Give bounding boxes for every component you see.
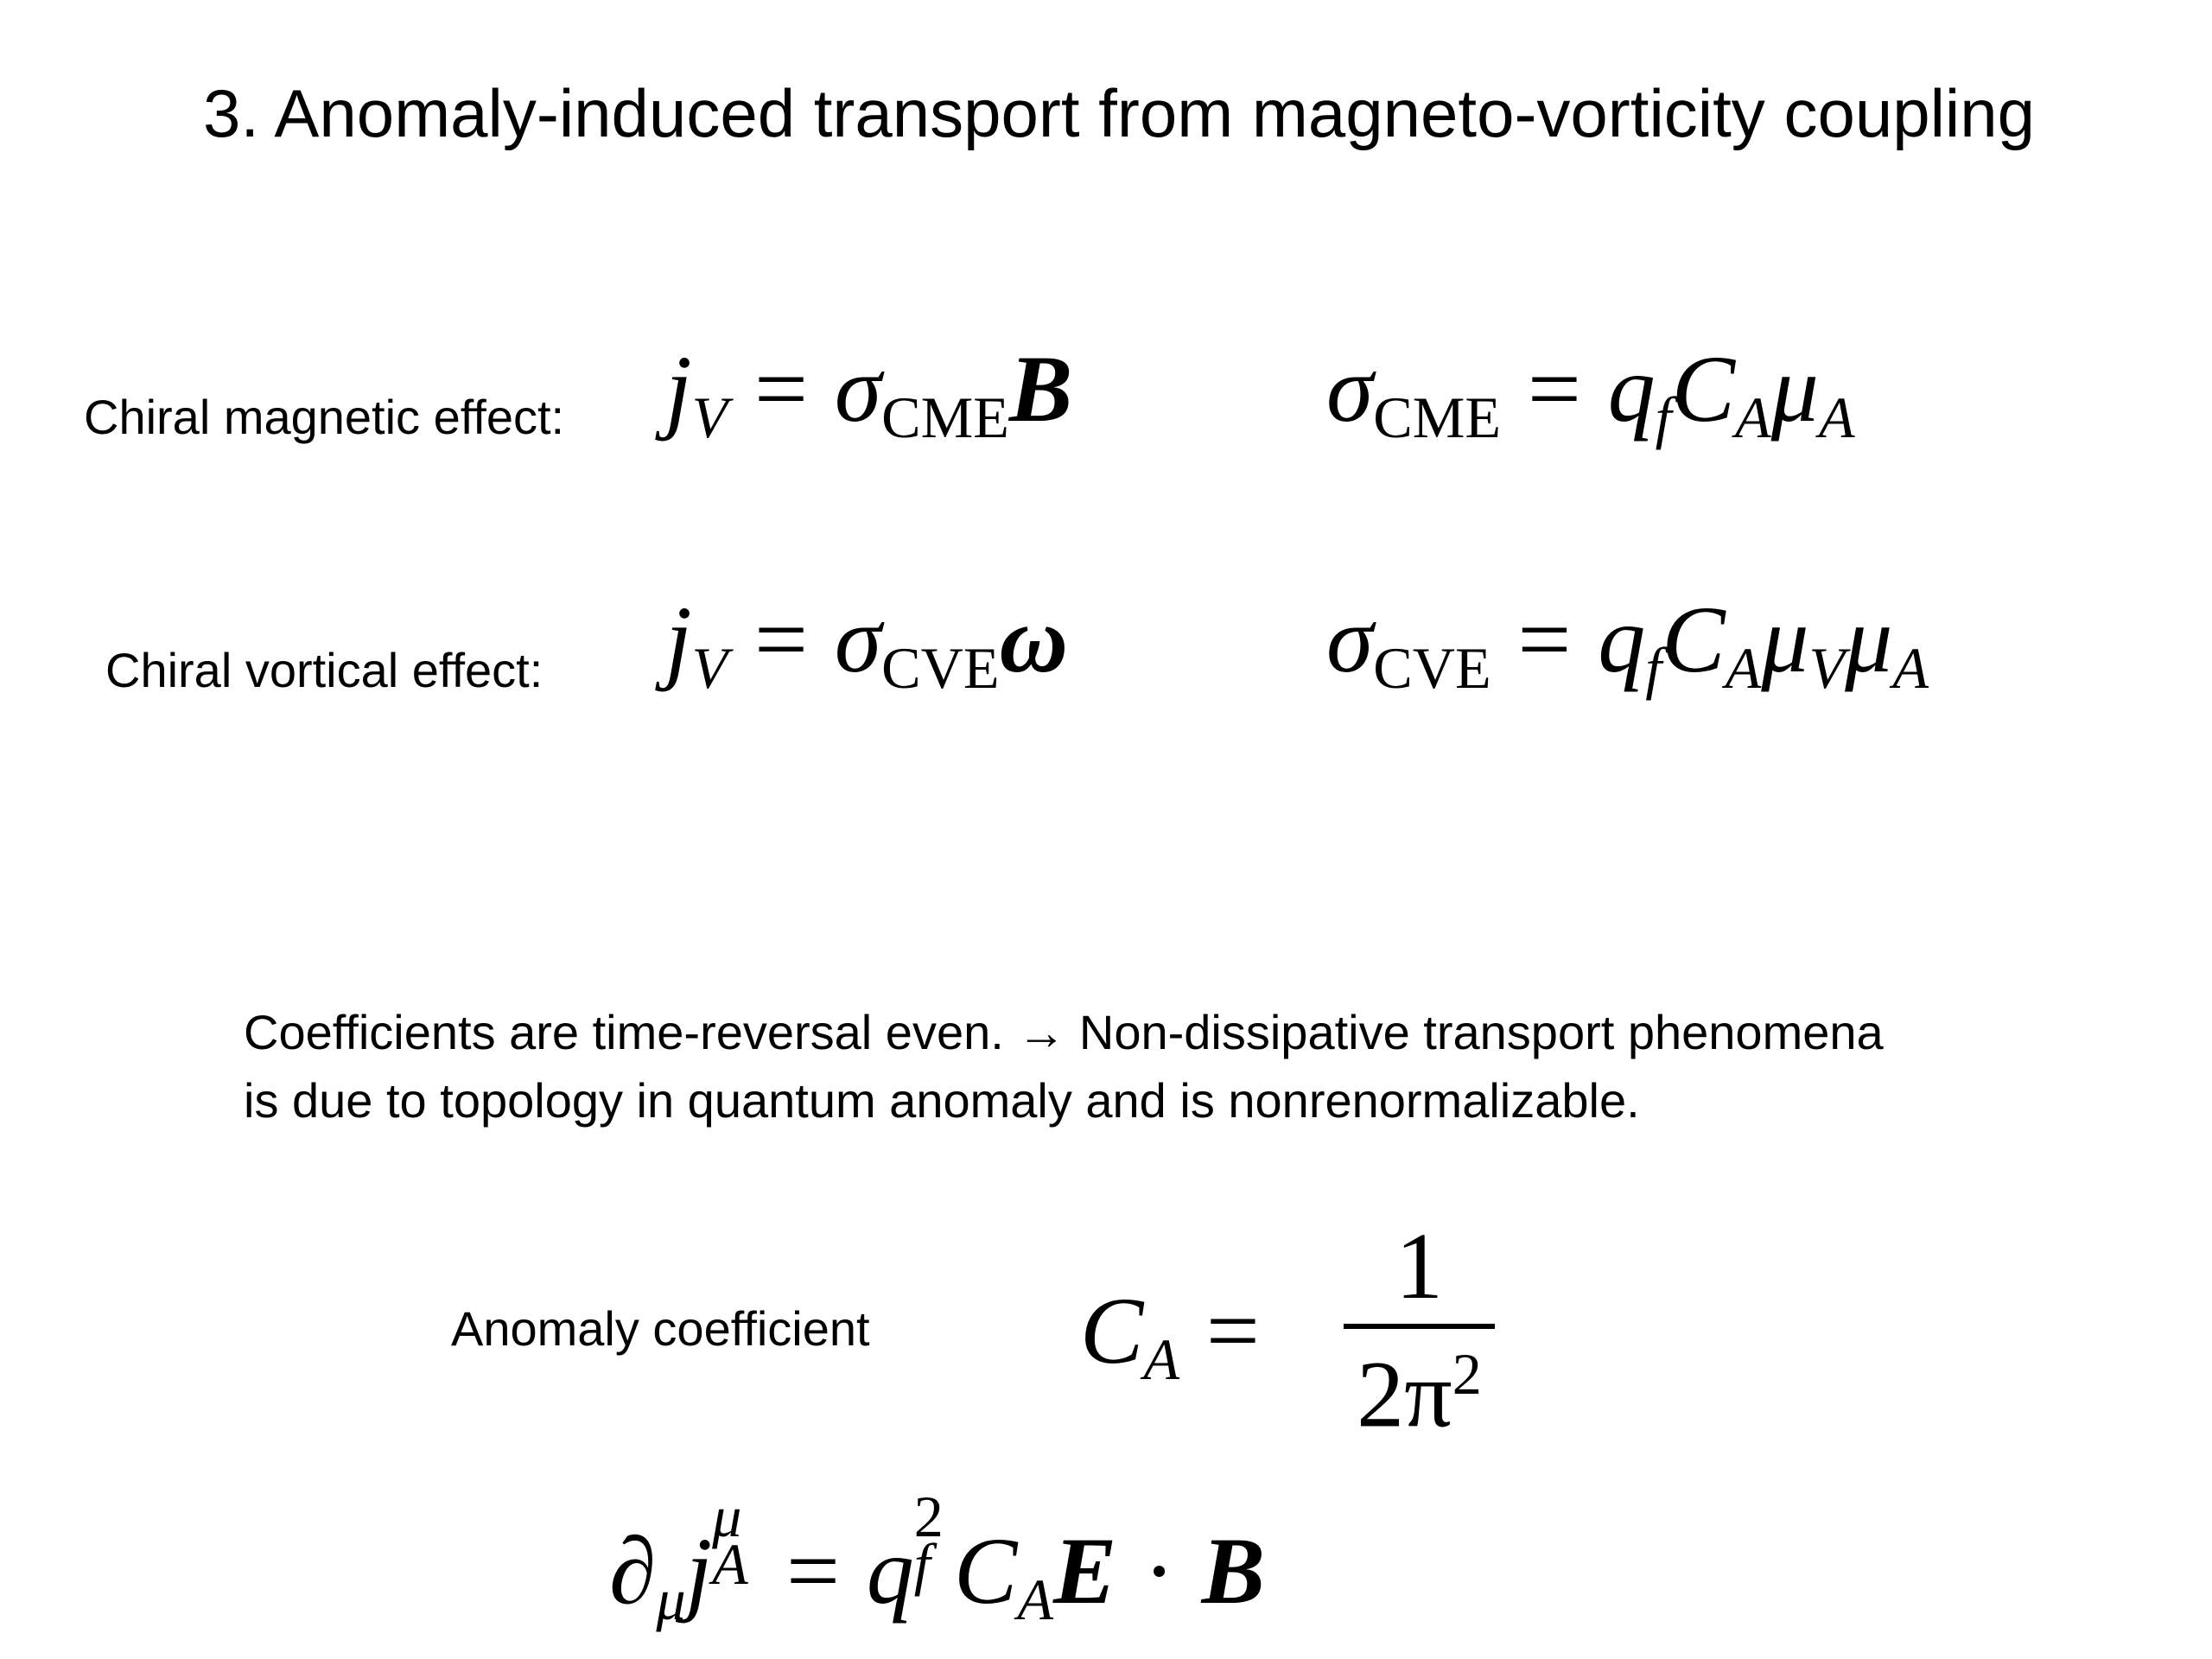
- fraction-denominator: $2\pi^2$: [1357, 1341, 1482, 1447]
- cve-coefficient-equation: [1326, 587, 1929, 702]
- note-paragraph: [244, 998, 2058, 1135]
- cve-current-equation: [665, 587, 1069, 702]
- cme-coef-C-sub: A: [1734, 385, 1771, 451]
- anomaly-coef-C: C: [953, 1518, 1018, 1624]
- cve-coef-mu-v: μ: [1761, 587, 1809, 692]
- partial-symbol: ∂: [609, 1518, 657, 1624]
- anomaly-C: C: [1080, 1278, 1144, 1383]
- magnetic-field-symbol: B: [1201, 1518, 1265, 1624]
- equals-sign: =: [785, 1518, 840, 1624]
- charge-indices: 2 f: [913, 1484, 944, 1597]
- cme-coef-sigma-sub: CME: [1373, 385, 1502, 451]
- cme-coef-q: q: [1607, 336, 1656, 442]
- cme-coefficient-equation: [1326, 336, 1855, 451]
- cve-coef-q-sub: f: [1645, 635, 1662, 702]
- cve-j-sub: V: [691, 635, 728, 702]
- cve-coef-q: q: [1598, 587, 1646, 692]
- note-line-2: is due to topology in quantum anomaly and is nonrenormalizable.: [244, 1073, 1640, 1128]
- equals-sign: =: [1517, 587, 1572, 692]
- cme-coef-q-sub: f: [1655, 385, 1672, 451]
- axial-current-j: j: [685, 1518, 713, 1624]
- magnetic-field-symbol: B: [1008, 336, 1073, 442]
- equals-sign: =: [754, 587, 809, 692]
- equals-sign: =: [1205, 1278, 1260, 1383]
- cve-coef-mu-a: μ: [1845, 587, 1893, 692]
- fraction-numerator: 1: [1395, 1213, 1443, 1319]
- cme-sigma: σ: [834, 336, 882, 442]
- anomaly-C-sub: A: [1143, 1326, 1180, 1393]
- cme-current-equation: [665, 336, 1073, 451]
- cve-coef-sigma: σ: [1326, 587, 1374, 692]
- cme-coef-C: C: [1671, 336, 1735, 442]
- charge-q: q: [866, 1518, 914, 1624]
- dot-product-symbol: ·: [1143, 1518, 1175, 1624]
- cve-coef-mu-v-sub: V: [1808, 635, 1846, 702]
- cme-coef-mu: μ: [1770, 336, 1819, 442]
- cme-sigma-sub: CME: [881, 385, 1009, 451]
- cve-label: Chiral vortical effect:: [105, 643, 543, 697]
- fraction-bar: [1344, 1324, 1495, 1329]
- anomaly-coef-C-sub: A: [1017, 1567, 1054, 1633]
- cme-coef-sigma: σ: [1326, 336, 1374, 442]
- axial-current-indices: μ A: [712, 1484, 748, 1597]
- cve-coef-C: C: [1662, 587, 1726, 692]
- slide-title: 3. Anomaly-induced transport from magneto-vorticity coupling: [202, 75, 2035, 151]
- anomaly-label: Anomaly coefficient: [451, 1301, 870, 1356]
- cve-coef-mu-a-sub: A: [1892, 635, 1929, 702]
- vorticity-symbol: ω: [999, 587, 1069, 692]
- anomaly-divergence-equation: [609, 1484, 1265, 1633]
- electric-field-symbol: E: [1053, 1518, 1117, 1624]
- cme-label: Chiral magnetic effect:: [84, 390, 565, 444]
- anomaly-fraction: [1344, 1213, 1495, 1447]
- note-line-1: Coefficients are time-reversal even. → Non-dissipative transport phenomena: [244, 1005, 1884, 1059]
- cme-j-sub: V: [691, 385, 728, 451]
- cme-j: j: [665, 336, 692, 442]
- cve-j: j: [665, 587, 692, 692]
- equals-sign: =: [754, 336, 809, 442]
- equals-sign: =: [1527, 336, 1581, 442]
- anomaly-lhs: [1080, 1278, 1287, 1393]
- cve-sigma-sub: CVE: [881, 635, 1000, 702]
- cve-coef-sigma-sub: CVE: [1373, 635, 1491, 702]
- cve-coef-C-sub: A: [1725, 635, 1762, 702]
- cve-sigma: σ: [834, 587, 882, 692]
- partial-sub: μ: [656, 1567, 686, 1633]
- cme-coef-mu-sub: A: [1818, 385, 1855, 451]
